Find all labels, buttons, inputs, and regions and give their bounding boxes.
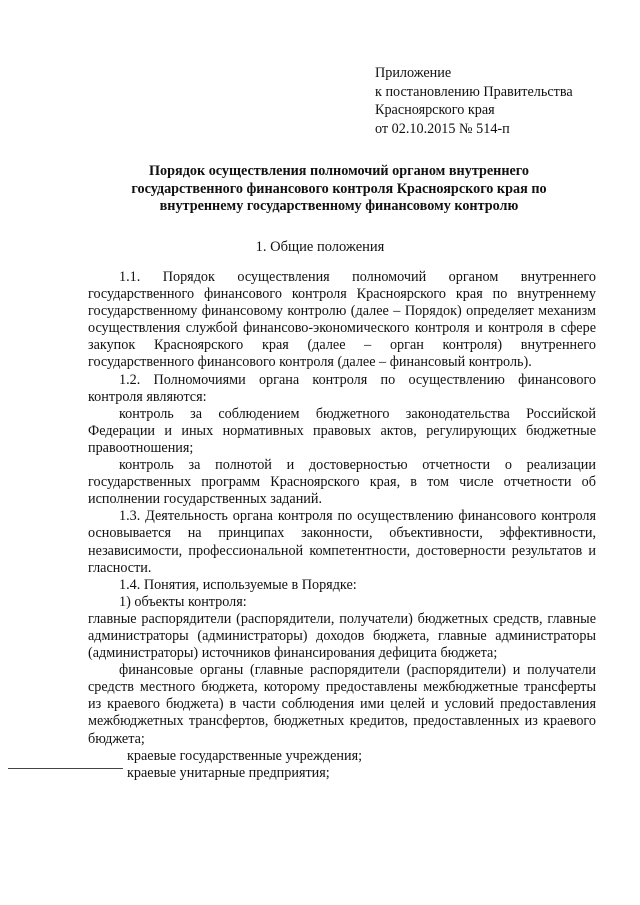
paragraph: краевые государственные учреждения; [127, 747, 363, 764]
title-line: Порядок осуществления полномочий органом внутреннего [149, 163, 529, 179]
paragraph: главные распорядители (распорядители, получатели) бюджетных средств, главные администраторы (администраторы) доходов бюджета, главные администраторы (администраторы) источников финансирования дефицита бюджета; [88, 610, 596, 662]
document-body [88, 269, 596, 782]
paragraph: контроль за полнотой и достоверностью отчетности о реализации государственных программ Красноярского края, в том числе отчетности об исполнении государственных заданий. [88, 457, 596, 508]
title-line: государственного финансового контроля Красноярского края по [131, 180, 547, 197]
paragraph: 1.1. Порядок осуществления полномочий органом внутреннего государственного финансового контроля Красноярского края по внутреннему государственному финансовому контролю (далее – Порядок) определяет механизм осуществления службой финансово-экономического контроля и контроля в сфере закупок Красноярского края (далее – орган контроля) внутреннего государственного финансового контроля (далее – финансовый контроль). [88, 269, 596, 371]
header-line: от 02.10.2015 № 514-п [375, 120, 510, 137]
document-title [90, 163, 588, 216]
paragraph: 1.4. Понятия, используемые в Порядке: [119, 576, 357, 593]
pen-stroke-mark [8, 768, 123, 769]
paragraph: краевые унитарные предприятия; [127, 764, 330, 781]
paragraph: 1.3. Деятельность органа контроля по осуществлению финансового контроля основывается на принципах законности, объективности, эффективности, независимости, профессиональной компетентности, достоверности результатов и гласности. [88, 508, 596, 576]
header-line: к постановлению Правительства [375, 83, 573, 100]
paragraph: контроль за соблюдением бюджетного законодательства Российской Федерации и иных нормативных правовых актов, регулирующих бюджетные правоотношения; [88, 405, 596, 456]
paragraph: финансовые органы (главные распорядители (распорядители) и получатели средств местного бюджета, которому предоставлены межбюджетные трансферты из краевого бюджета) в части соблюдения ими целей и условий предоставления межбюджетных трансфертов, бюджетных кредитов, предоставленных из краевого бюджета; [88, 662, 596, 747]
section-heading: 1. Общие положения [255, 239, 385, 255]
header-line: Приложение [375, 65, 452, 81]
appendix-header [375, 64, 573, 138]
title-line: внутреннему государственному финансовому контролю [159, 198, 519, 214]
paragraph: 1) объекты контроля: [119, 593, 247, 610]
paragraph: 1.2. Полномочиями органа контроля по осуществлению финансового контроля являются: [88, 371, 596, 405]
header-line: Красноярского края [375, 102, 495, 118]
